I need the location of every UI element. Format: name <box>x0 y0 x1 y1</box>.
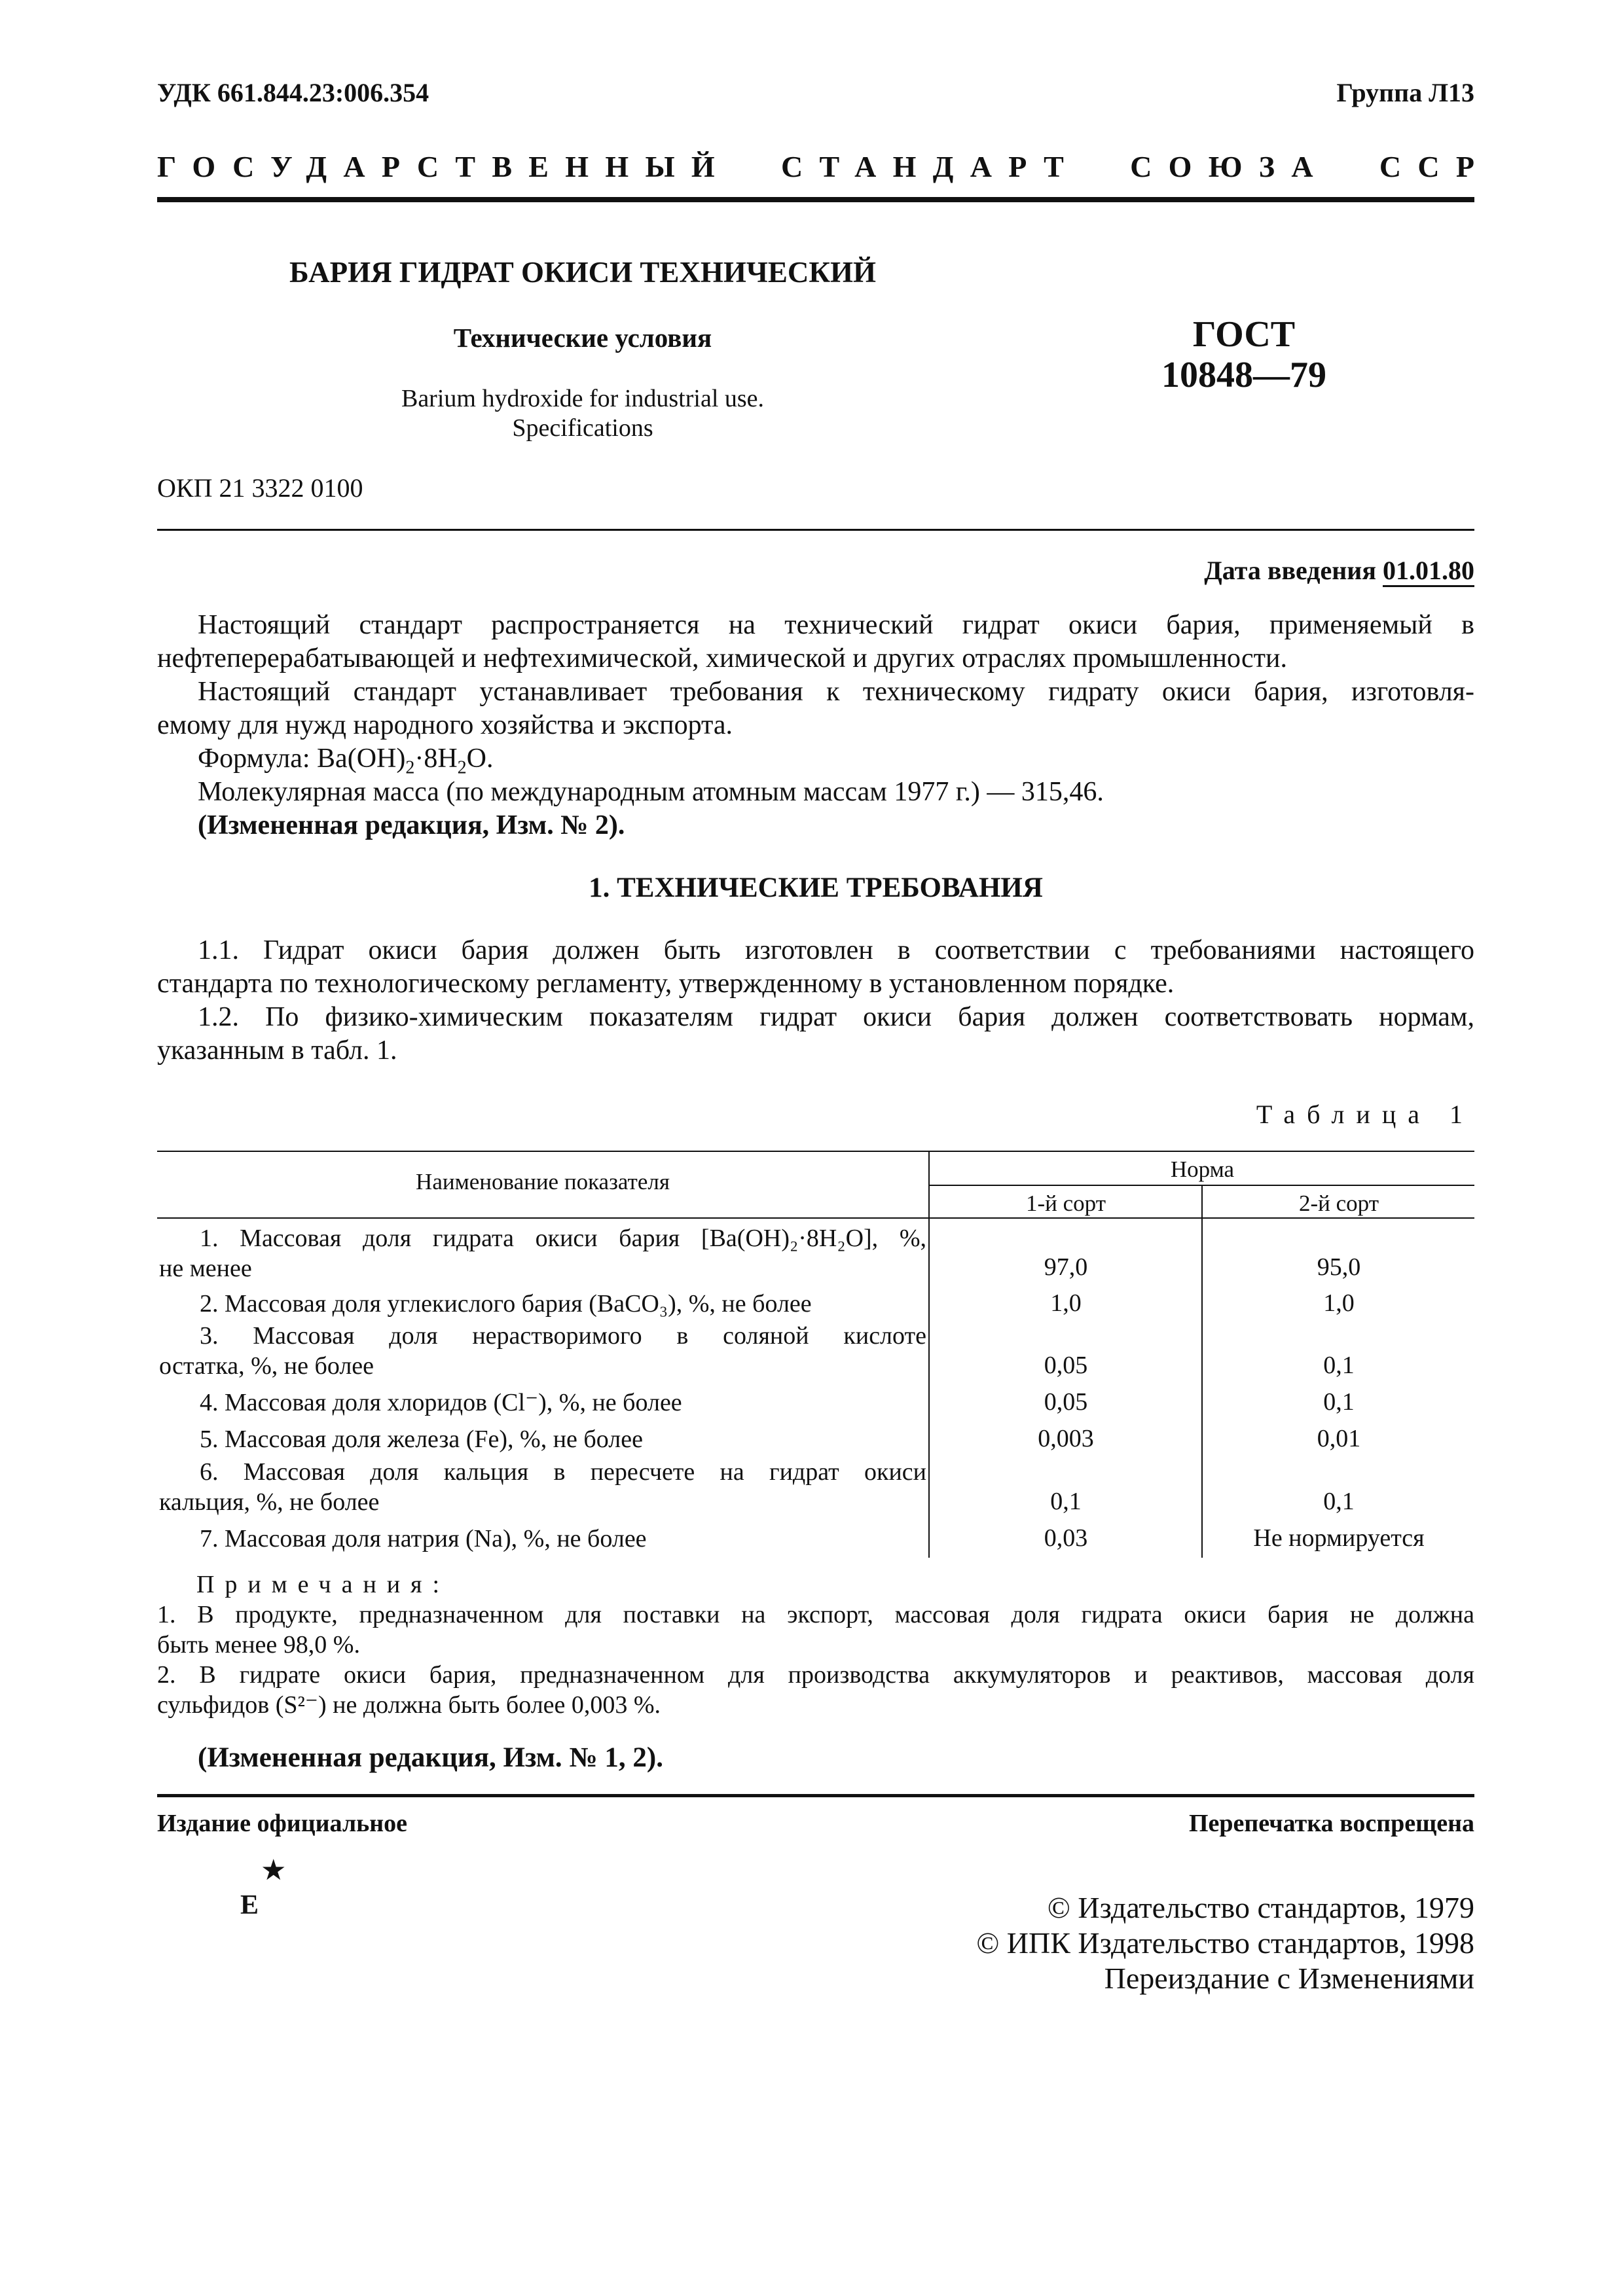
formula-subscript: 2 <box>405 757 415 778</box>
gost-designation <box>1113 314 1375 395</box>
introduction-date-value: 01.01.80 <box>1383 556 1474 587</box>
row-name-line2: не менее <box>159 1255 252 1282</box>
reissue-note: Переиздание с Изменениями <box>1104 1962 1474 1995</box>
amendment-note: (Измененная редакция, Изм. № 1, 2). <box>198 1742 663 1773</box>
row-name-line1: 2. Массовая доля углекислого бария (BaCO₃), %, не более <box>200 1290 812 1318</box>
reprint-prohibited: Перепечатка воспрещена <box>1188 1810 1474 1837</box>
group-code: Группа Л13 <box>1336 78 1474 107</box>
table-row <box>159 1289 926 1319</box>
row-value-grade1: 0,03 <box>1044 1524 1088 1552</box>
clause-1-1-line1: 1.1. Гидрат окиси бария должен быть изготовлен в соответствии с требованиями настоящего <box>198 935 1474 965</box>
row-value-grade2: 1,0 <box>1323 1289 1355 1317</box>
official-edition: Издание официальное <box>157 1810 408 1837</box>
introduction-date-label: Дата введения <box>1204 556 1376 585</box>
english-title-line1: Barium hydroxide for industrial use. <box>401 385 765 412</box>
row-value-grade1: 0,05 <box>1044 1388 1088 1416</box>
row-value-grade1: 0,05 <box>1044 1352 1088 1379</box>
row-value-grade1: 1,0 <box>1050 1289 1082 1317</box>
row-value-grade2: 0,1 <box>1323 1488 1355 1515</box>
column-header-name: Наименование показателя <box>416 1169 670 1194</box>
clause-1-2-line1: 1.2. По физико-химическим показателям гидрат окиси бария должен соответствовать нормам, <box>198 1002 1474 1032</box>
banner-word: СОЮЗА <box>1130 150 1330 183</box>
banner-word: СТАНДАРТ <box>780 150 1081 183</box>
note-1-line2: быть менее 98,0 %. <box>157 1631 360 1659</box>
intro-p2-line1: Настоящий стандарт устанавливает требования к техническому гидрату окиси бария, изготовля- <box>198 677 1474 707</box>
formula-text: O. <box>466 744 494 774</box>
formula-text: ·8H <box>414 744 458 774</box>
row-name-line1: 3. Массовая доля нерастворимого в соляной кислоте <box>200 1322 926 1350</box>
molecular-mass: Молекулярная масса (по международным атомным массам 1977 г.) — 315,46. <box>198 777 1104 807</box>
row-name-line2: кальция, %, не более <box>159 1488 380 1516</box>
document-title: БАРИЯ ГИДРАТ ОКИСИ ТЕХНИЧЕСКИЙ <box>289 256 877 289</box>
banner-word: ССР <box>1379 150 1491 183</box>
note-2-line1: 2. В гидрате окиси бария, предназначенном для производства аккумуляторов и реактивов, массовая доля <box>157 1661 1474 1689</box>
title-rule <box>157 529 1474 531</box>
amendment-note: (Измененная редакция, Изм. № 2). <box>198 810 625 840</box>
banner-word: ГОСУДАРСТВЕННЫЙ <box>157 150 731 183</box>
star-icon: ★ <box>261 1854 287 1886</box>
row-value-grade2: 0,01 <box>1317 1425 1361 1452</box>
copyright-line: © ИПК Издательство стандартов, 1998 <box>976 1926 1474 1960</box>
introduction-date <box>1204 555 1474 586</box>
formula-subscript: 2 <box>457 757 467 778</box>
row-value-grade1: 97,0 <box>1044 1253 1088 1281</box>
table-row <box>159 1223 926 1283</box>
okp-code: ОКП 21 3322 0100 <box>157 473 363 503</box>
intro-p1-line2: нефтеперерабатывающей и нефтехимической, химической и других отраслях промышленности. <box>157 643 1287 673</box>
copyright-line: © Издательство стандартов, 1979 <box>1047 1891 1474 1924</box>
row-value-grade2: 0,1 <box>1323 1388 1355 1416</box>
row-name-line1: 7. Массовая доля натрия (Na), %, не более <box>200 1525 647 1552</box>
clause-1-2-line2: указанным в табл. 1. <box>157 1035 397 1066</box>
row-name-line1: 4. Массовая доля хлоридов (Cl⁻), %, не более <box>200 1389 682 1416</box>
notes-heading: Примечания: <box>196 1571 450 1598</box>
intro-p2-line2: емому для нужд народного хозяйства и экспорта. <box>157 710 733 740</box>
formula-text: Формула: Ba(OH) <box>198 744 406 774</box>
table-row <box>159 1424 926 1454</box>
table-row <box>159 1388 926 1418</box>
row-value-grade1: 0,1 <box>1050 1488 1082 1515</box>
document-subtitle: Технические условия <box>453 323 712 353</box>
row-name-line1: 5. Массовая доля железа (Fe), %, не более <box>200 1426 643 1453</box>
row-value-grade2: 0,1 <box>1323 1352 1355 1379</box>
copyright-block <box>976 1890 1474 1996</box>
table-row <box>159 1524 926 1554</box>
column-header-norm: Норма <box>1170 1157 1235 1182</box>
edition-mark: Е <box>240 1890 259 1920</box>
row-name-line1: 6. Массовая доля кальция в пересчете на гидрат окиси <box>200 1458 926 1486</box>
footer-rule <box>157 1794 1474 1797</box>
row-name-line1: 1. Массовая доля гидрата окиси бария [Ba(OH)₂·8H₂O], %, <box>200 1225 926 1252</box>
table-caption: Таблица 1 <box>1256 1100 1474 1129</box>
column-header-grade2: 2-й сорт <box>1298 1191 1379 1216</box>
table-rule <box>157 1151 1474 1152</box>
row-name-line2: остатка, %, не более <box>159 1352 374 1380</box>
row-value-grade2: Не нормируется <box>1253 1524 1425 1552</box>
row-value-grade2: 95,0 <box>1317 1253 1361 1281</box>
row-value-grade1: 0,003 <box>1038 1425 1094 1452</box>
section-heading: 1. ТЕХНИЧЕСКИЕ ТРЕБОВАНИЯ <box>589 872 1043 903</box>
udk-code: УДК 661.844.23:006.354 <box>157 78 429 107</box>
english-title-line2: Specifications <box>512 414 653 442</box>
table-row <box>159 1321 926 1381</box>
table-rule <box>1201 1185 1203 1558</box>
gost-label: ГОСТ <box>1192 314 1296 355</box>
header-rule <box>157 197 1474 202</box>
note-2-line2: сульфидов (S²⁻) не должна быть более 0,003 %. <box>157 1691 661 1719</box>
intro-p1-line1: Настоящий стандарт распространяется на технический гидрат окиси бария, применяемый в <box>198 610 1474 640</box>
table-rule <box>928 1151 930 1558</box>
table-row <box>159 1457 926 1517</box>
state-standard-banner <box>157 149 1491 184</box>
column-header-grade1: 1-й сорт <box>1025 1191 1106 1216</box>
gost-number: 10848—79 <box>1161 355 1326 395</box>
clause-1-1-line2: стандарта по технологическому регламенту, утвержденному в установленном порядке. <box>157 969 1175 999</box>
table-rule <box>157 1217 1474 1219</box>
note-1-line1: 1. В продукте, предназначенном для поставки на экспорт, массовая доля гидрата окиси бария не должна <box>157 1601 1474 1628</box>
